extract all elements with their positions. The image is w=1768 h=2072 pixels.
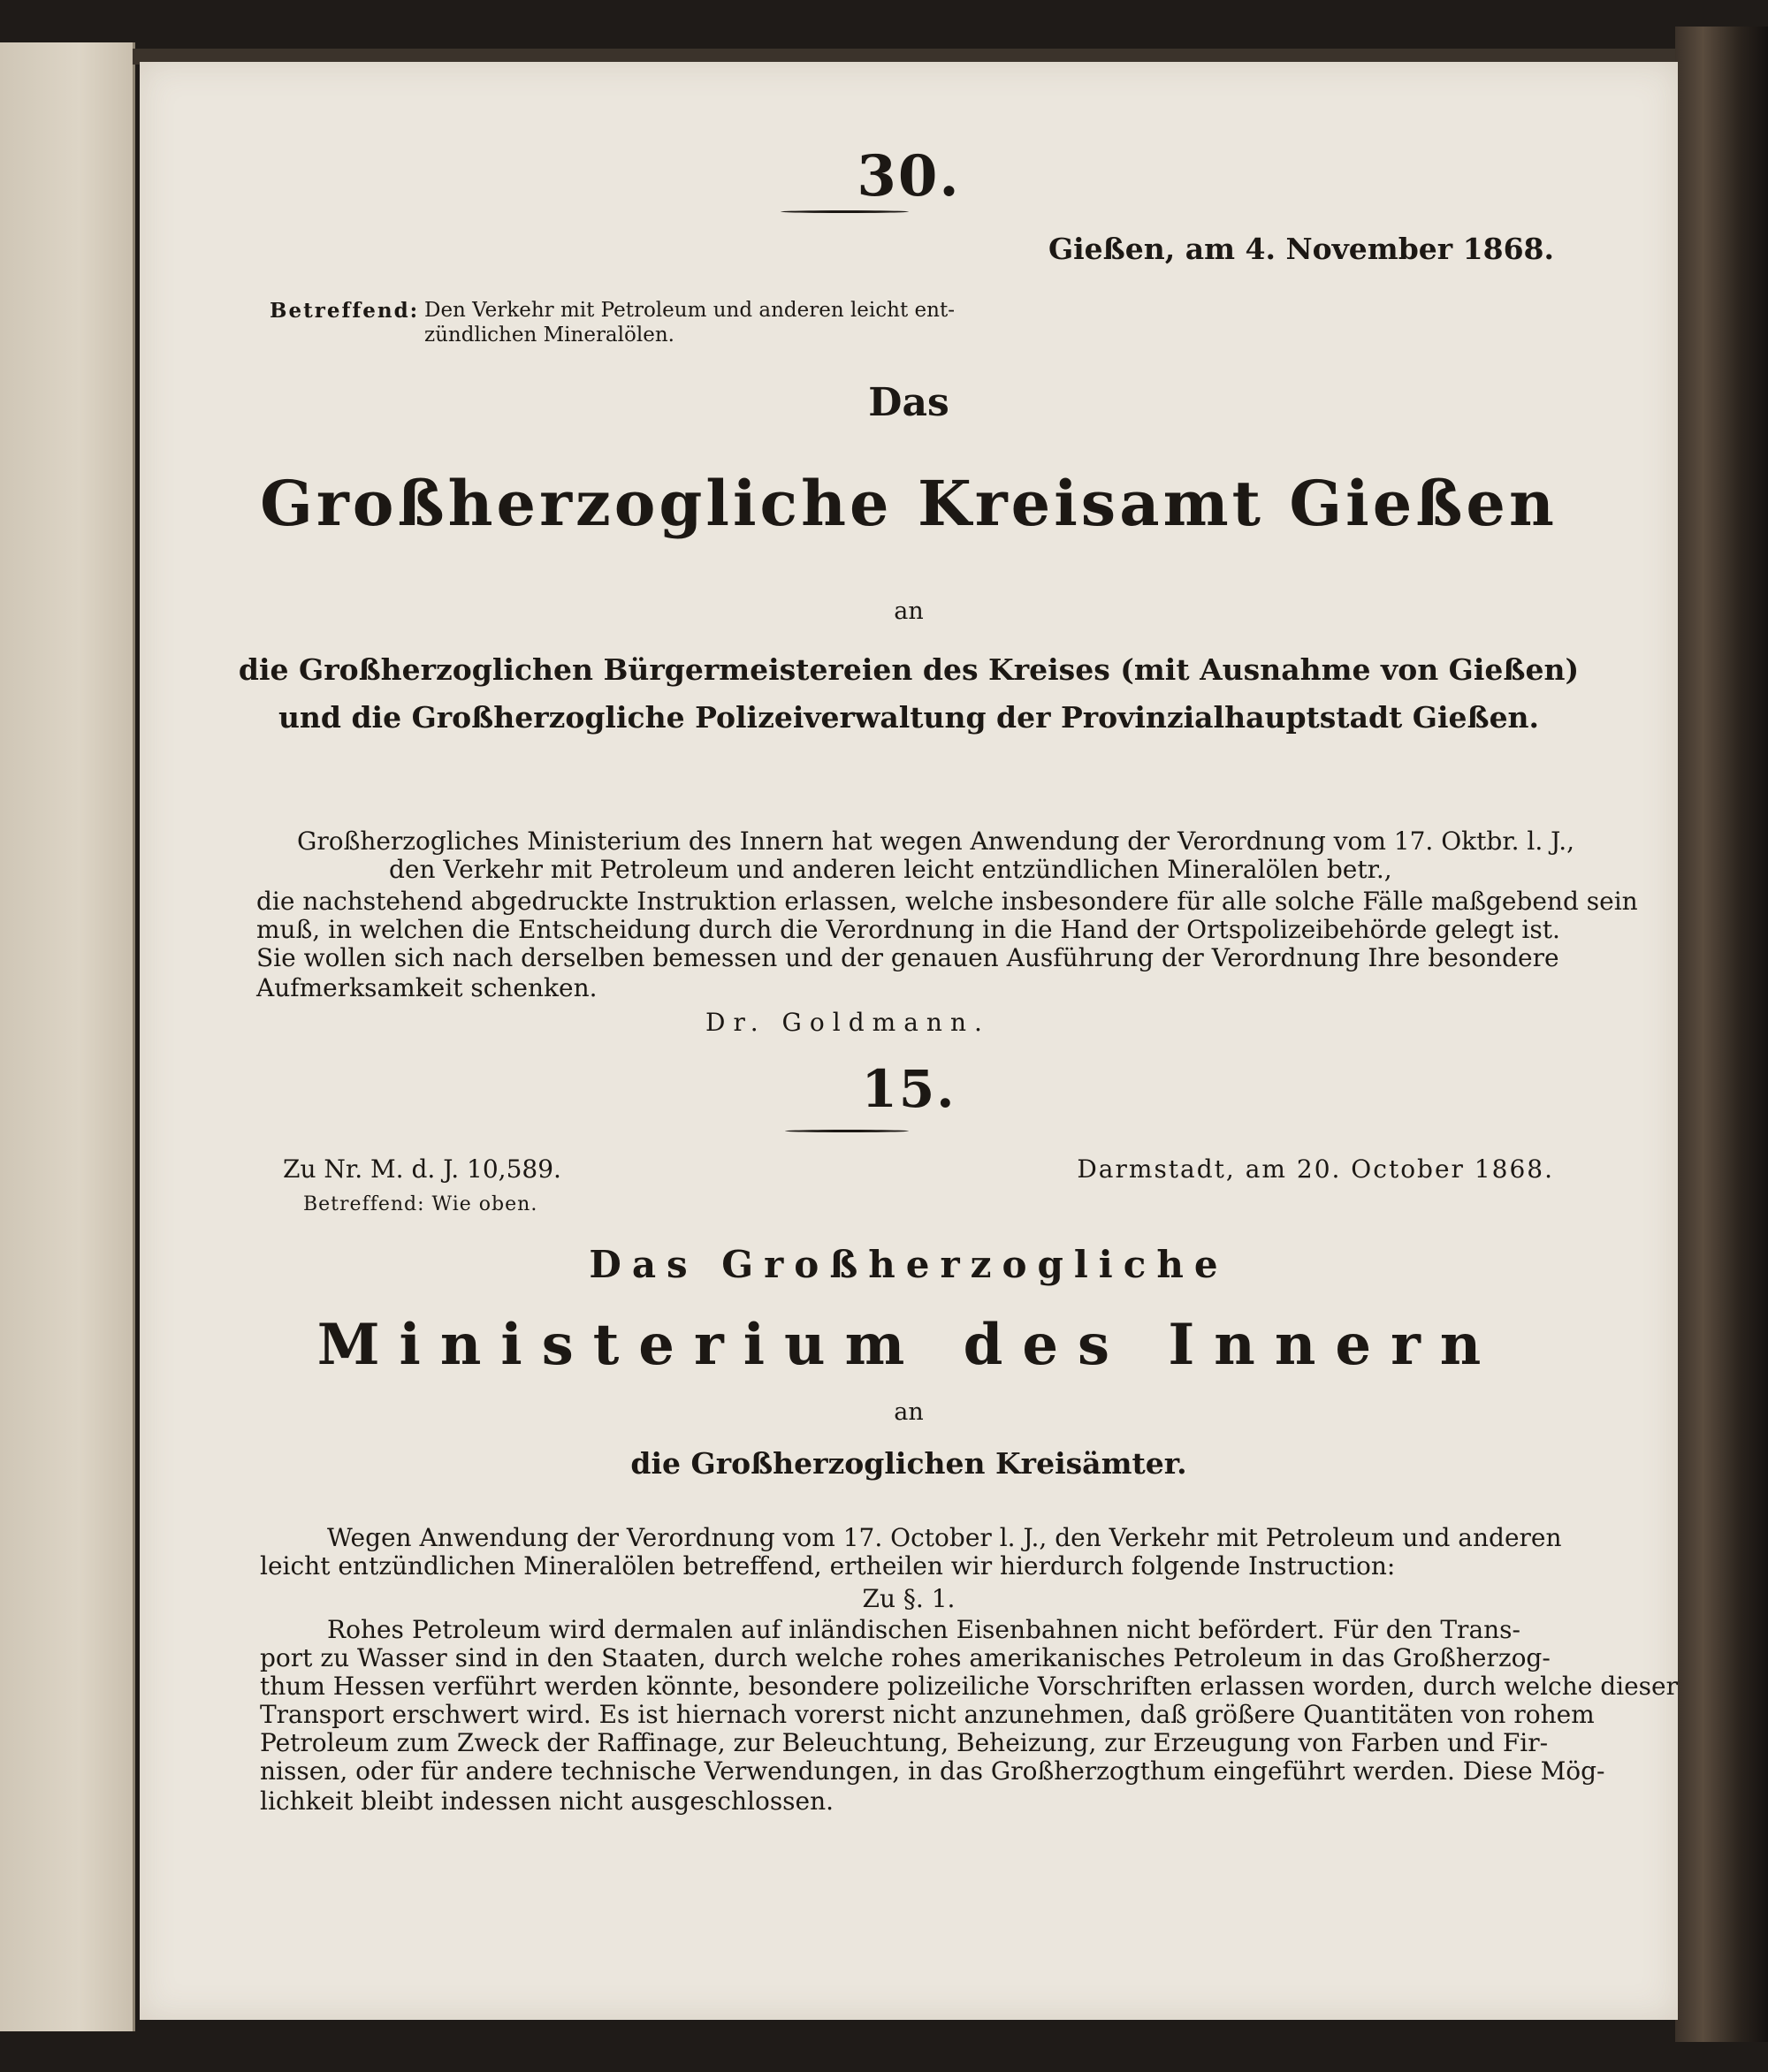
notice1-body-line: den Verkehr mit Petroleum und anderen leicht entzündlichen Mineralölen betr., [389, 855, 1392, 884]
notice2-authority: Ministerium des Innern [316, 1312, 1501, 1378]
notice2-section-line: thum Hessen verführt werden könnte, besondere polizeiliche Vorschriften erlassen worden, durch welche dieser [260, 1672, 1678, 1701]
notice1-addressees-line1: die Großherzoglichen Bürgermeistereien des Kreises (mit Ausnahme von Gießen) [238, 652, 1580, 687]
notice1-body-line: Großherzogliches Ministerium des Innern hat wegen Anwendung der Verordnung vom 17. Oktbr. l. J., [297, 827, 1575, 856]
notice1-body-line: Aufmerksamkeit schenken. [256, 973, 598, 1002]
notice1-body-line: Sie wollen sich nach derselben bemessen und der genauen Ausführung der Verordnung Ihre besondere [256, 943, 1559, 972]
notice2-intro-line: Wegen Anwendung der Verordnung vom 17. October l. J., den Verkehr mit Petroleum und anderen [327, 1523, 1562, 1552]
notice1-das: Das [868, 380, 949, 425]
notice2-section-line: Transport erschwert wird. Es ist hiernach vorerst nicht anzunehmen, daß größere Quantitäten von rohem [260, 1700, 1595, 1729]
notice2-an: an [894, 1398, 924, 1426]
notice1-subject-line2: zündlichen Mineralölen. [424, 324, 674, 347]
notice2-section-line: lichkeit bleibt indessen nicht ausgeschlossen. [260, 1786, 834, 1816]
number-rule [785, 1130, 909, 1132]
notice2-addressees: die Großherzoglichen Kreisämter. [630, 1446, 1187, 1481]
notice1-signature: Dr. Goldmann. [705, 1008, 990, 1037]
notice2-section-heading: Zu §. 1. [862, 1584, 956, 1613]
notice1-an: an [894, 598, 924, 625]
notice-number-15: 15. [861, 1059, 956, 1119]
notice1-body-line: die nachstehend abgedruckte Instruktion erlassen, welche insbesondere für alle solche Fälle maßgebend sein [256, 887, 1638, 916]
notice2-section-line: port zu Wasser sind in den Staaten, durch welche rohes amerikanisches Petroleum in das Großherzog- [260, 1643, 1551, 1672]
notice2-intro-line: leicht entzündlichen Mineralölen betreffend, ertheilen wir hierdurch folgende Instruction: [260, 1551, 1396, 1581]
notice2-section-line: Petroleum zum Zweck der Raffinage, zur Beleuchtung, Beheizung, zur Erzeugung von Farben und Fir- [260, 1728, 1549, 1757]
number-rule [781, 210, 909, 213]
notice1-authority: Großherzogliche Kreisamt Gießen [260, 467, 1558, 540]
book-spine [1675, 27, 1768, 2042]
notice-number-30: 30. [857, 143, 961, 209]
notice2-place-date: Darmstadt, am 20. October 1868. [1077, 1154, 1554, 1184]
notice2-das: Das Großherzogliche [589, 1243, 1229, 1286]
notice2-section-line: nissen, oder für andere technische Verwendungen, in das Großherzogthum eingeführt werden. Diese Mög- [260, 1756, 1605, 1786]
notice2-section-line: Rohes Petroleum wird dermalen auf inländischen Eisenbahnen nicht befördert. Für den Trans- [327, 1615, 1520, 1644]
notice1-body-line: muß, in welchen die Entscheidung durch die Verordnung in die Hand der Ortspolizeibehörde gelegt ist. [256, 915, 1560, 944]
notice2-subject: Betreffend: Wie oben. [303, 1193, 538, 1215]
document-page [140, 62, 1678, 2020]
notice1-addressees-line2: und die Großherzogliche Polizeiverwaltung der Provinzialhauptstadt Gießen. [278, 700, 1540, 735]
notice1-place-date: Gießen, am 4. November 1868. [1048, 232, 1554, 266]
notice1-subject-line1: Den Verkehr mit Petroleum und anderen leicht ent- [424, 299, 955, 322]
notice2-reference: Zu Nr. M. d. J. 10,589. [283, 1154, 561, 1184]
notice1-subject-label: Betreffend: [270, 299, 420, 323]
left-page-edge [0, 42, 135, 2031]
